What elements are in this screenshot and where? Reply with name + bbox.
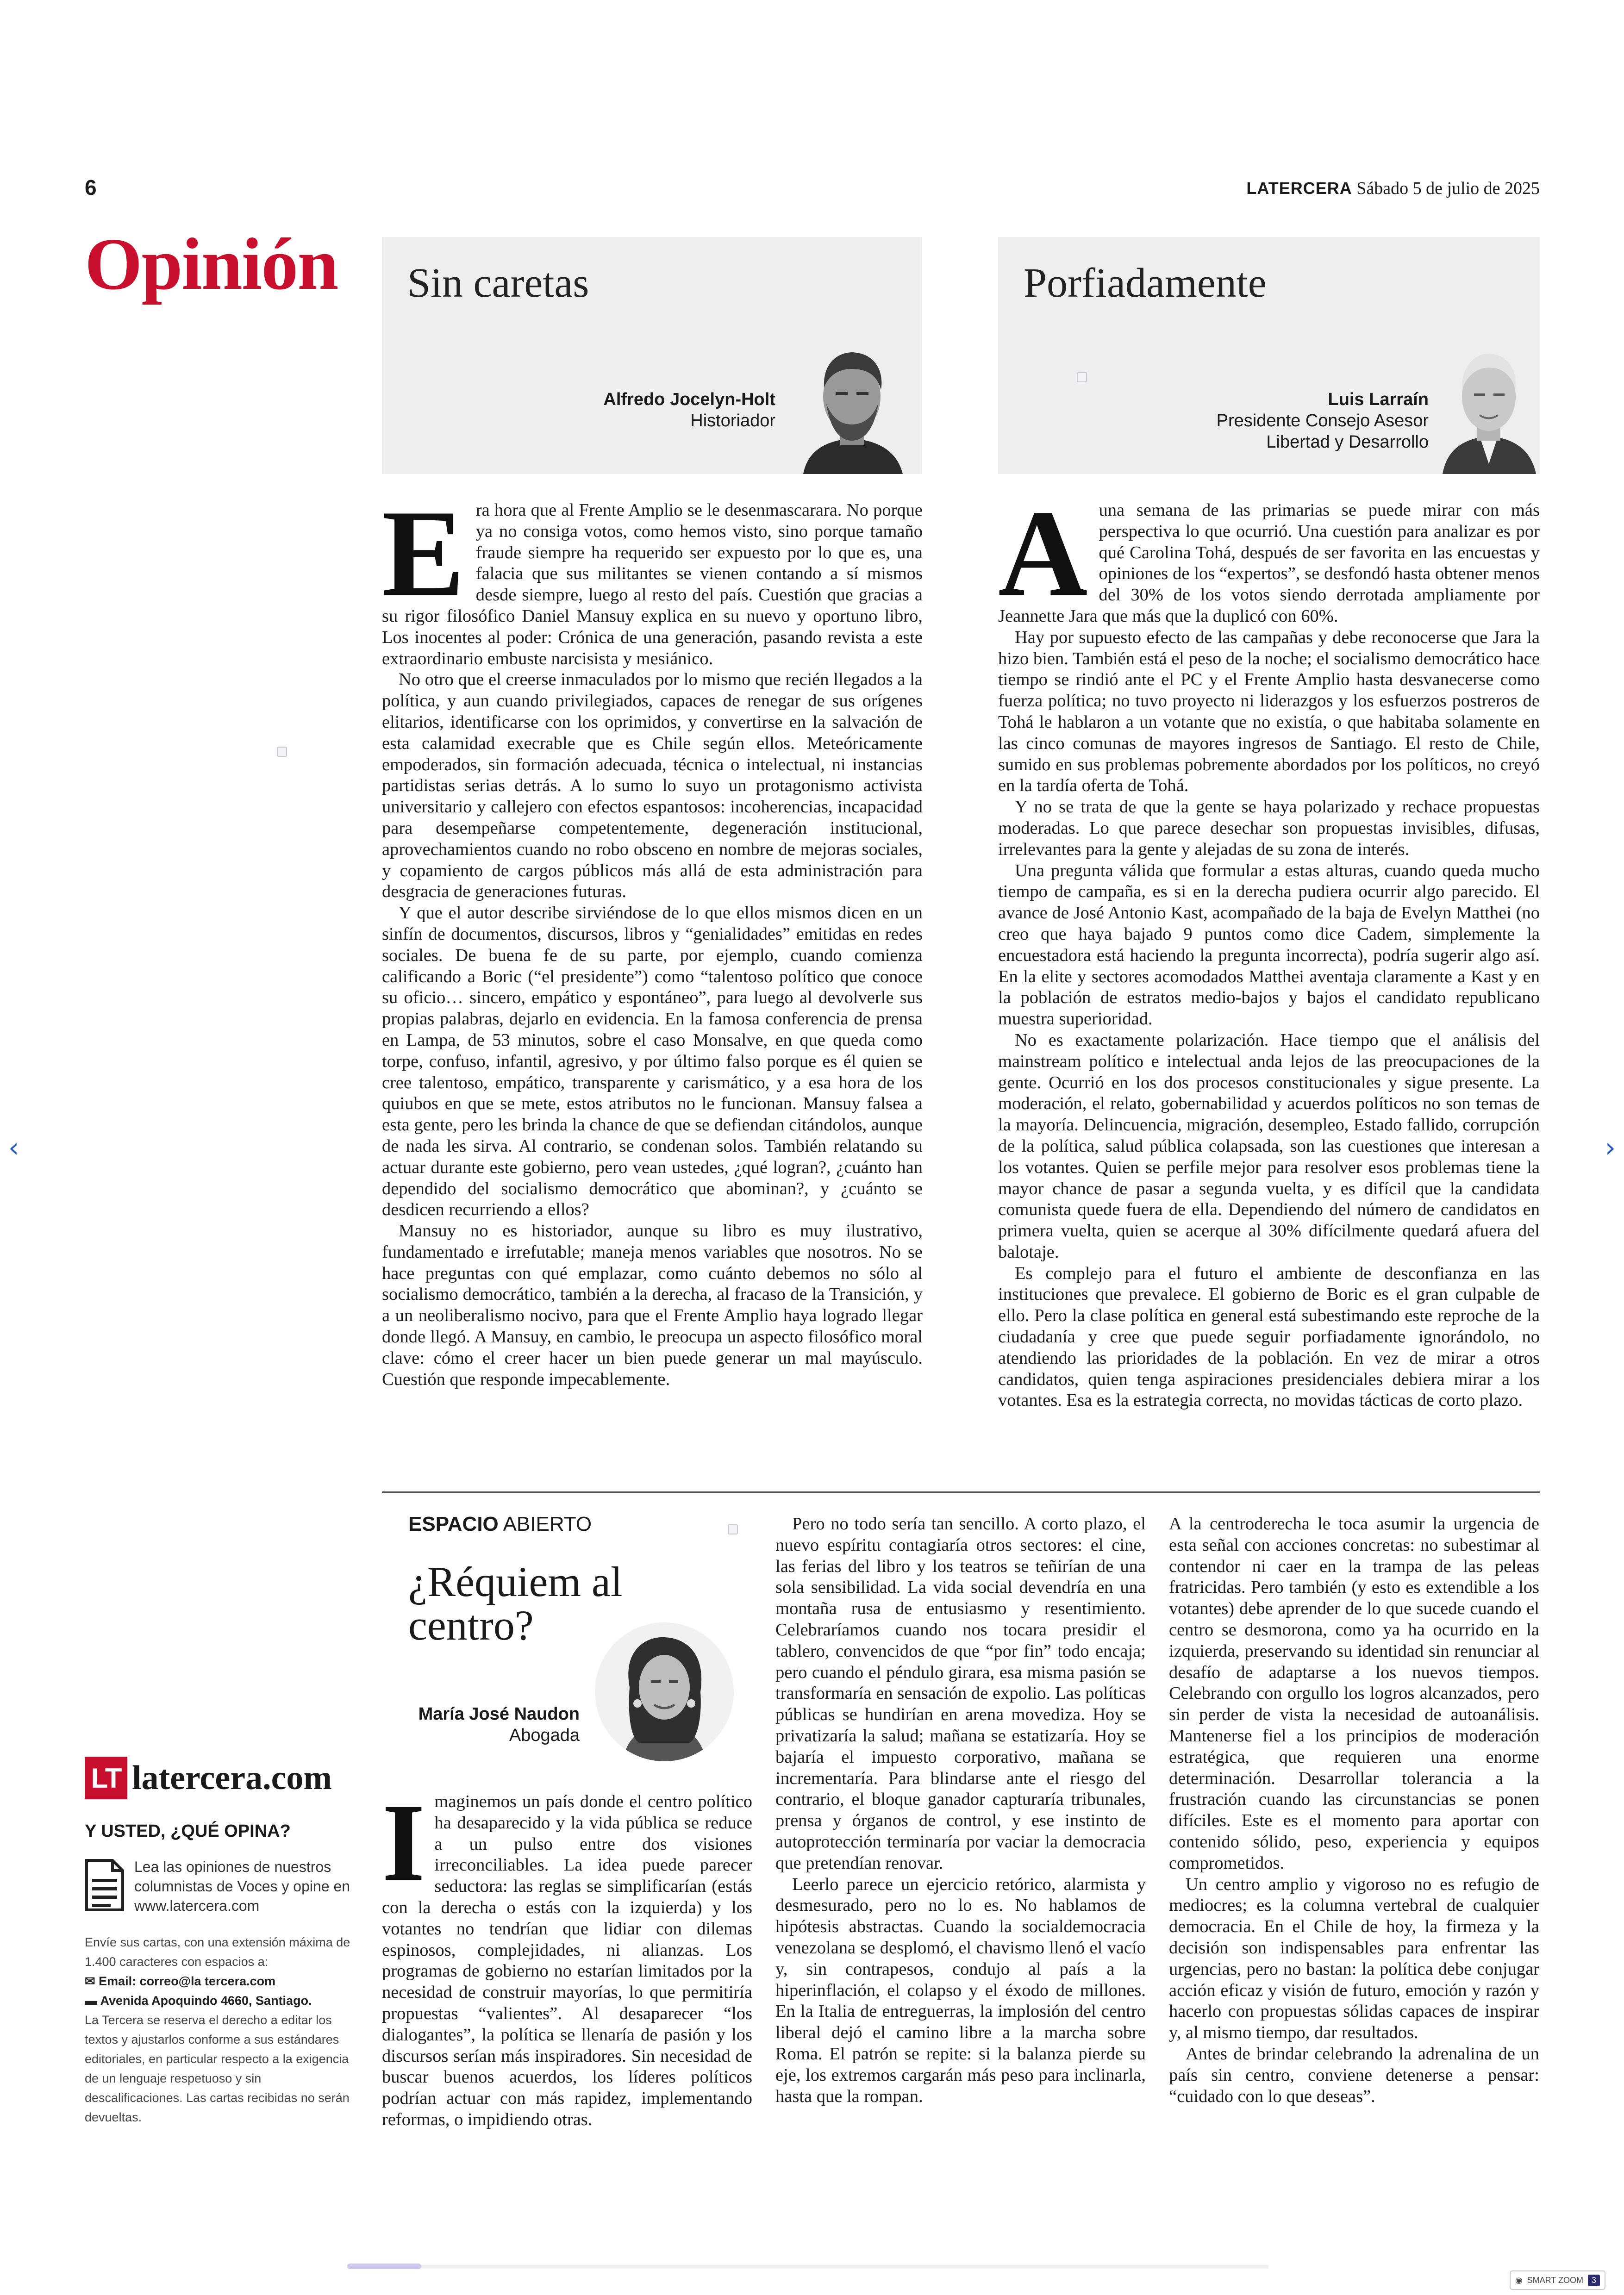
- chevron-right-icon[interactable]: ›: [1605, 1132, 1616, 1163]
- espacio-abierto-col-b: [775, 1514, 1146, 2107]
- scroll-track[interactable]: [347, 2265, 1268, 2269]
- author-portrait: [1438, 343, 1540, 474]
- image-placeholder-icon: [277, 747, 287, 757]
- logo-mark: LT: [85, 1757, 127, 1799]
- dropcap: A: [998, 484, 1088, 622]
- paragraph: No es exactamente polarización. Hace tiempo que el análisis del mainstream político e intelectual anda lejos de las preocupaciones de la gente. Ocurrió en los dos procesos constitucionales y sigue presente. La moderación, el relato, gobernabilidad y acuerdos políticos no son temas de la mayoría. Delincuencia, migración, desempleo, Estado fallido, corrupción de la política, salud pública colapsada, son las cuestiones que interesan a los votantes. Quien se perfile mejor para resolver esos problemas tiene la mayor chance de pasar a segunda vuelta, y es difícil que la candidata comunista quede fuera de ella. Dependiendo del número de candidatos en primera vuelta, quien se acerque al 30% difícilmente quedará afuera del balotaje.: [998, 1030, 1540, 1262]
- section-title: Opinión: [85, 223, 338, 305]
- dropcap: E: [382, 484, 465, 622]
- author-portrait: [794, 343, 910, 474]
- mail-icon: ✉: [85, 1974, 99, 1988]
- letters-intro: Envíe sus cartas, con una extensión máxima de 1.400 caracteres con espacios a:: [85, 1935, 350, 1969]
- paragraph: Un centro amplio y vigoroso no es refugio de mediocres; es la columna vertebral de cualquier democracia. En el Chile de hoy, la firmeza y la decisión son indispensables para enfrentar las urgencias, pero no bastan: la política debe conjugar acción eficaz y visión de futuro, emoción y razón y hacerlo con propuestas sólidas capaces de inspirar y, al mismo tiempo, dar resultados.: [1169, 1874, 1539, 2043]
- author-name: María José Naudon: [418, 1704, 580, 1724]
- kicker-bold: ESPACIO: [408, 1513, 499, 1535]
- espacio-abierto-kicker: [408, 1513, 592, 1536]
- author-block: [603, 389, 775, 431]
- paragraph: Una pregunta válida que formular a estas alturas, cuando queda mucho tiempo de campaña, es si en la derecha pudiera ocurrir algo parecido. El avance de José Antonio Kast, acompañado de la baja de Evelyn Matthei (no creo que haya bajado 9 puntos como dice Cadem, simplemente la encuestadora está haciendo la pregunta incorrecta), podría sugerir algo así. En la elite y sectores acomodados Matthei aventaja claramente a Kast y en la población de estratos medio-bajos y bajos el candidato republicano muestra superioridad.: [998, 861, 1540, 1029]
- opina-text: Lea las opiniones de nuestros columnistas de Voces y opine en www.latercera.com: [134, 1858, 350, 1914]
- paragraph: Es complejo para el futuro el ambiente de desconfianza en las instituciones que prevalece. El gobierno de Boric es el gran culpable de ello. Pero la clase política en general está subestimando este reproche de la ciudadanía y cree que puede seguir porfiadamente ignorándolo, no atendiendo las prioridades de la población. En vez de mirar a otros candidatos, quien tenga aspiraciones presidenciales debiera mirar a los votantes. Esa es la estrategia correcta, no movidas tácticas de corto plazo.: [998, 1263, 1540, 1410]
- email-text: Email: correo@la tercera.com: [99, 1974, 276, 1988]
- author-role: Historiador: [690, 411, 775, 430]
- author-portrait: [595, 1622, 734, 1761]
- paragraph: maginemos un país donde el centro político ha desaparecido y la vida pública se reduce a un pulso entre dos visiones irreconciliables. La idea puede parecer seductora: las reglas se simplificarían (estás con la derecha o estás con la izquierda) y los votantes no tendrían que lidiar con dilemas espinosos, complejidades, ni alianzas. Los programas de gobierno no estarían limitados por la necesidad de construir mayorías, lo que permitiría propuestas “valientes”. Al desaparecer “los dialogantes”, la política se llenaría de pasión y los discursos serían más inspiradores. Sin necesidad de buscar buenos acuerdos, los líderes políticos podrían actuar con más rapidez, implementando reformas, o impidiendo otras.: [382, 1792, 752, 2129]
- page-number: 6: [85, 175, 97, 200]
- espacio-abierto-col-a: [382, 1781, 752, 2131]
- column-title: Porfiadamente: [1024, 260, 1267, 306]
- author-role: Abogada: [509, 1726, 580, 1745]
- scroll-thumb[interactable]: [347, 2264, 421, 2269]
- latercera-logo[interactable]: [85, 1757, 332, 1799]
- kicker-rest: ABIERTO: [498, 1513, 592, 1535]
- author-role-line2: Libertad y Desarrollo: [1266, 432, 1429, 452]
- column-header-sin-caretas: [382, 237, 922, 474]
- image-placeholder-icon: [728, 1524, 738, 1534]
- paragraph: Y no se trata de que la gente se haya polarizado y rechace propuestas moderadas. Lo que parece desechar son propuestas invisibles, difusas, irrelevantes para la gente y alejadas de su zona de interés.: [998, 797, 1540, 859]
- eye-icon: ◉: [1515, 2275, 1523, 2285]
- smart-zoom-button[interactable]: [1510, 2270, 1605, 2290]
- author-name: Luis Larraín: [1328, 390, 1429, 409]
- paragraph: Antes de brindar celebrando la adrenalina de un país sin centro, conviene detenerse a pensar: “cuidado con lo que deseas”.: [1169, 2044, 1539, 2106]
- masthead-date: Sábado 5 de julio de 2025: [1356, 179, 1540, 198]
- address-text: Avenida Apoquindo 4660, Santiago.: [100, 1994, 312, 2008]
- document-icon: [85, 1858, 125, 1912]
- column-body-porfiadamente: [998, 484, 1540, 1411]
- author-block: [408, 1703, 580, 1746]
- letters-address: [85, 1991, 362, 2010]
- column-title: Sin caretas: [407, 260, 589, 306]
- logo-text: latercera.com: [132, 1759, 332, 1797]
- dropcap: I: [382, 1781, 425, 1904]
- espacio-abierto-title: ¿Réquiem al centro?: [408, 1558, 623, 1649]
- paragraph: Leerlo parece un ejercicio retórico, alarmista y desmesurado, pero no lo es. No hablamos de hipótesis abstractas. Cuando la socialdemocracia venezolana se desplomó, el chavismo llenó el vacío y, sin contrapesos, condujo al país a la hiperinflación, el colapso y el éxodo de millones. En la Italia de entreguerras, la implosión del centro liberal dejó el camino libre a la marcha sobre Roma. El patrón se repite: si la balanza pierde su eje, los extremos cargarán más peso para inclinarla, hasta que la rompan.: [775, 1874, 1146, 2106]
- masthead-brand: LATERCERA: [1246, 179, 1352, 198]
- letters-info: [85, 1933, 362, 2127]
- paragraph: Hay por supuesto efecto de las campañas y debe reconocerse que Jara la hizo bien. También está el peso de la noche; el socialismo democrático hace tiempo se rindió ante el PC y el Frente Amplio hasta desvanecerse como fuerza política; no tuvo proyecto ni liderazgos y los esfuerzos postreros de Tohá le hablaron a un votante que no existía, o que habitaba solamente en las cinco comunas de mayores ingresos de Santiago. El resto de Chile, sumido en sus problemas pobremente abordados por los políticos, no creyó en la tardía oferta de Tohá.: [998, 627, 1540, 796]
- paragraph: Pero no todo sería tan sencillo. A corto plazo, el nuevo espíritu contagiaría otros sectores: el cine, las ferias del libro y los teatros se teñirían de una sola sensibilidad. La vida social devendría en una montaña rusa de entusiasmo y resentimiento. Celebraríamos cuando nos tocara presidir el tablero, convencidos de que “por fin” todo encaja; pero cuando el péndulo girara, esa misma pasión se transformaría en sensación de expolio. Las políticas públicas se hundirían en arena movediza. Hoy se privatizaría la salud; mañana se estatizaría. Hoy se bajaría el impuesto corporativo, mañana se incrementaría. Para blindarse ante el riesgo del contrario, el bloque ganador capturaría tribunales, prensa y órganos de control, y ese instinto de autoprotección terminaría por vaciar la democracia que pretendían renovar.: [775, 1514, 1146, 1873]
- paragraph: Mansuy no es historiador, aunque su libro es muy ilustrativo, fundamentado e irrefutable; maneja menos variables que nosotros. No se hace preguntas con qué emplazar, como cuánto debemos no sólo al socialismo democrático, también a la derecha, al fracaso de la Transición, y a un neoliberalismo nocivo, para que el Frente Amplio haya logrado llegar donde llegó. A Mansuy, en cambio, le preocupa un aspecto filosófico moral clave: cómo el creer hacer un bien puede generar un mal mayúsculo. Cuestión que responde impecablemente.: [382, 1221, 923, 1389]
- espacio-abierto-col-c: [1169, 1514, 1539, 2107]
- section-divider: [382, 1491, 1540, 1493]
- masthead: [1246, 178, 1540, 199]
- page-indicator: 3: [1588, 2275, 1600, 2286]
- paragraph: A la centroderecha le toca asumir la urgencia de esta señal con acciones concretas: no subestimar al contendor ni caer en la trampa de las peleas fratricidas. Pero también (y esto es extendible a los votantes) debe aprender de lo que sucede cuando el centro se desmorona, como ya ha ocurrido en la izquierda, preservando su identidad sin renunciar al desafío de adaptarse a los nuevos tiempos. Celebrando con orgullo los logros alcanzados, pero sin perder de vista la necesidad de autoanálisis. Mantenerse fiel a los principios de moderación estratégica, que requieren una enorme determinación. Desarrollar tolerancia a la frustración cuando las circunstancias se ponen difíciles. Este es el momento para aportar con contenido sólido, peso, experiencia y equipos comprometidos.: [1169, 1514, 1539, 1873]
- author-role-line1: Presidente Consejo Asesor: [1216, 411, 1429, 430]
- image-placeholder-icon: [1077, 372, 1087, 382]
- paragraph: ra hora que al Frente Amplio se le desenmascarara. No porque ya no consiga votos, como hemos visto, sino porque tamaño fraude siempre ha requerido ser expuesto por lo que es, una falacia que sus militantes se vienen contando a sí mismos desde siempre, luego al resto del país. Cuestión que gracias a su rigor filosófico Daniel Mansuy explica en su nuevo y oportuno libro, Los inocentes al poder: Crónica de una generación, pasando revista a este extraordinario embuste narcisista y mesiánico.: [382, 500, 923, 668]
- letters-email: [85, 1971, 362, 1991]
- opina-title: Y USTED, ¿QUÉ OPINA?: [85, 1821, 291, 1841]
- mailbox-icon: ▬: [85, 1994, 100, 2008]
- chevron-left-icon[interactable]: ‹: [8, 1132, 19, 1163]
- column-body-sin-caretas: [382, 484, 923, 1390]
- letters-note: La Tercera se reserva el derecho a editar los textos y ajustarlos conforme a sus estándares editoriales, en particular respecto a la exigencia de un lenguaje respetuoso y sin descalificaciones. Las cartas recibidas no serán devueltas.: [85, 2013, 350, 2124]
- author-name: Alfredo Jocelyn-Holt: [603, 390, 775, 409]
- paragraph: No otro que el creerse inmaculados por lo mismo que recién llegados a la política, y aun cuando privilegiados, capaces de renegar de sus orígenes elitarios, identificarse con los oprimidos, y convertirse en la salvación de esta calamidad execrable que es Chile según ellos. Meteóricamente empoderados, sin formación adecuada, técnica o intelectual, ni instancias partidistas serias detrás. A lo sumo lo suyo un protagonismo activista universitario y callejero con efectos espantosos: incoherencias, incapacidad para desempeñarse competentemente, degeneración institucional, aprovechamientos cuando no robo obsceno en nombre de mejoras sociales, y copamiento de cargos públicos más allá de esta administración para desgracia de generaciones futuras.: [382, 670, 923, 902]
- paragraph: Y que el autor describe sirviéndose de lo que ellos mismos dicen en un sinfín de documentos, discursos, libros y “genialidades” emitidas en redes sociales. De buena fe de su parte, por ejemplo, cuando comienza calificando a Boric (“el presidente”) como “talentoso político que conoce su oficio… sincero, empático y espontáneo”, para luego al devolverle sus propias palabras, dejarlo en evidencia. En la famosa conferencia de prensa en Lampa, de 53 minutos, sobre el caso Monsalve, en que queda como torpe, confuso, infantil, agresivo, y por último falso porque es él quien se cree talentoso, empático, transparente y carismático, y a esa hora de los quiubos en que se mete, estos atributos no le funcionan. Mansuy falsea a esta gente, pero les brinda la chance de que se defiendan citándolos, aunque de nada les sirva. Al contrario, se condenan solos. También relatando su actuar durante este gobierno, pero vean ustedes, ¿qué logran?, ¿cuánto han dependido del socialismo democrático que abominan?, y ¿cuánto se desdicen recurriendo a ellos?: [382, 903, 923, 1220]
- author-block: [1217, 389, 1429, 453]
- paragraph: una semana de las primarias se puede mirar con más perspectiva lo que ocurrió. Una cuestión para analizar es por qué Carolina Tohá, después de ser favorita en las encuestas y opiniones de los “expertos”, se desfondó hasta obtener menos del 30% de los votos siendo derrotada ampliamente por Jeannette Jara que más que la duplicó con 60%.: [998, 500, 1540, 626]
- column-header-porfiadamente: [998, 237, 1540, 474]
- smart-zoom-label: SMART ZOOM: [1527, 2275, 1583, 2285]
